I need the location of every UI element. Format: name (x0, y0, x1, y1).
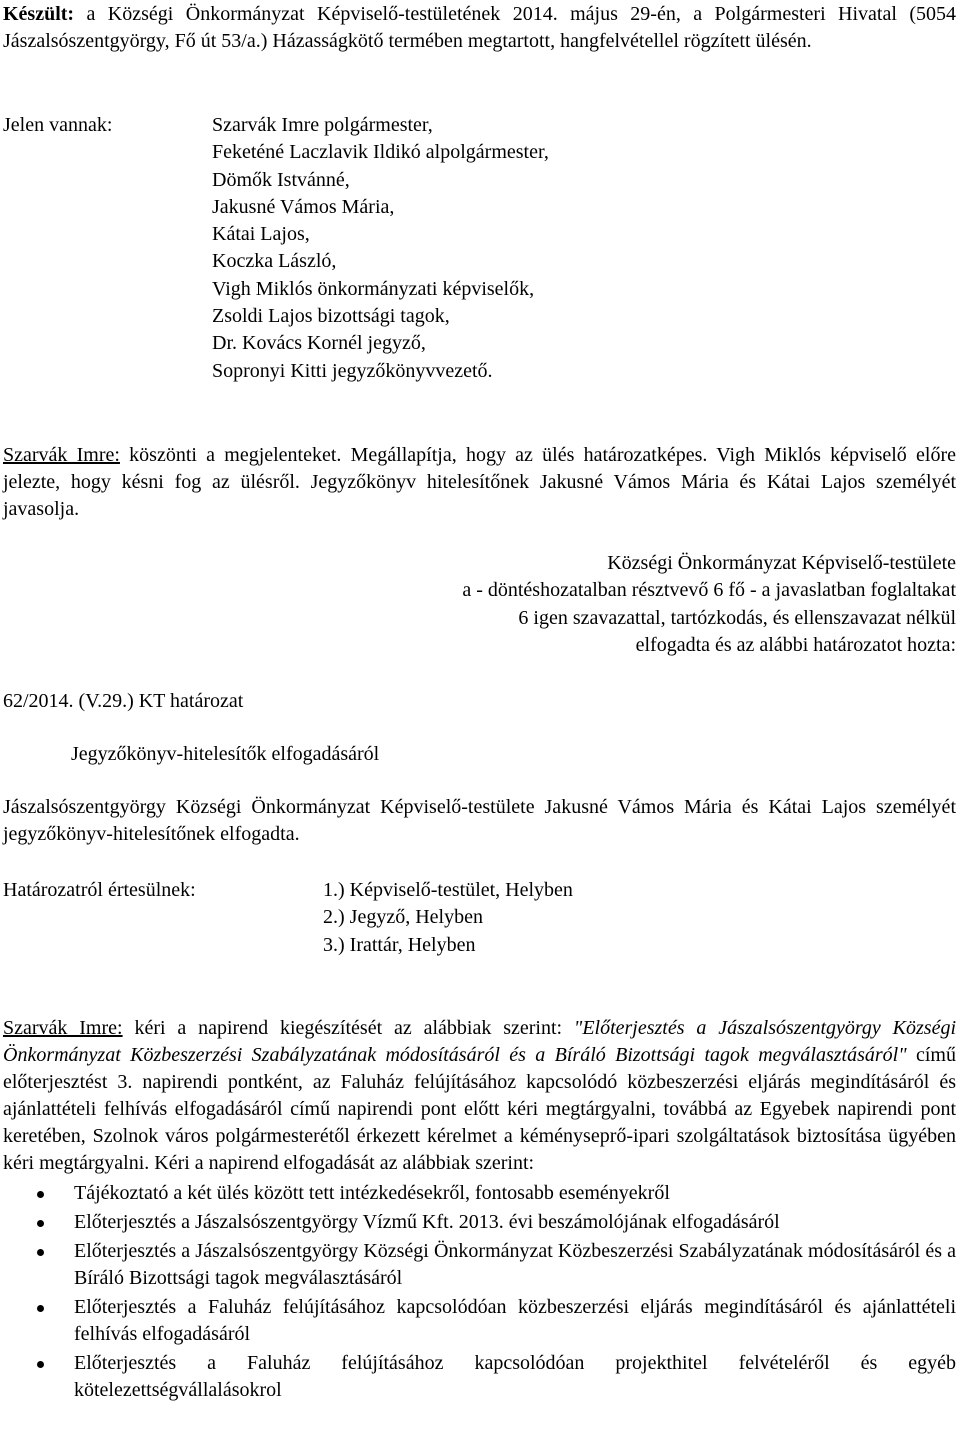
resolution-body: Jászalsószentgyörgy Községi Önkormányzat Képviselő-testülete Jakusné Vámos Mária és Kátai Lajos személyét jegyzőkönyv-hitelesítőnek elfogadta. (3, 796, 956, 845)
decision-intro (156, 550, 956, 659)
attendee-item: Zsoldi Lajos bizottsági tagok, (212, 305, 450, 328)
attendee-item: Jakusné Vámos Mária, (212, 195, 395, 218)
notify-list (323, 877, 573, 959)
notify-label: Határozatról értesülnek: (3, 879, 196, 901)
agenda-item (3, 1180, 956, 1207)
attendee-item: Sopronyi Kitti jegyzőkönyvvezető. (212, 359, 493, 382)
agenda-item (3, 1209, 956, 1236)
attendee-item: Feketéné Laczlavik Ildikó alpolgármester, (212, 141, 549, 164)
bullet-icon (37, 1191, 44, 1198)
agenda-speaker: Szarvák Imre: (3, 1017, 123, 1039)
bullet-icon (37, 1361, 44, 1368)
agenda-item (3, 1294, 956, 1348)
attendee-item: Kátai Lajos, (212, 223, 310, 246)
greeting-speaker: Szarvák Imre: (3, 444, 120, 466)
resolution-title: Jegyzőkönyv-hitelesítők elfogadásáról (71, 743, 380, 765)
attendee-item: Koczka László, (212, 250, 337, 273)
intro-label: Készült: (3, 3, 75, 25)
greeting-paragraph (3, 442, 956, 523)
agenda-item-text: Előterjesztés a Jászalsószentgyörgy Vízmű Kft. 2013. évi beszámolójának elfogadásáról (74, 1211, 780, 1233)
agenda-paragraph (3, 1015, 956, 1177)
agenda-text-after: című előterjesztést 3. napirendi pontként, az Faluház felújításához kapcsolódó közbeszerzési eljárás megindításáról és ajánlattételi felhívás elfogadásáról című napirendi pont előtt kéri megtárgyalni, továbbá az Egyebek napirendi pont keretében, Szolnok város polgármesterétől érkezett kérelmet a kéményseprő-ipari szolgáltatások biztosítása ügyében kéri megtárgyalni. Kéri a napirend elfogadását az alábbiak szerint: (3, 1044, 956, 1174)
agenda-item (3, 1350, 956, 1404)
agenda-item-text: Előterjesztés a Jászalsószentgyörgy Községi Önkormányzat Közbeszerzési Szabályzatának módosításáról és a Bíráló Bizottsági tagok megválasztásáról (74, 1240, 956, 1289)
agenda-item (3, 1238, 956, 1292)
bullet-icon (37, 1220, 44, 1227)
decision-line: a - döntéshozatalban résztvevő 6 fő - a javaslatban foglaltakat (462, 579, 956, 602)
intro-text: a Községi Önkormányzat Képviselő-testületének 2014. május 29-én, a Polgármesteri Hivatal (5054 Jászalsószentgyörgy, Fő út 53/a.) Házasságkötő termében megtartott, hangfelvétellel rögzített ülésén. (3, 3, 956, 52)
intro-paragraph (3, 1, 956, 55)
agenda-item-text: Előterjesztés a Faluház felújításához kapcsolódóan közbeszerzési eljárás megindításáról és ajánlattételi felhívás elfogadásáról (74, 1296, 956, 1345)
agenda-text-before: kéri a napirend kiegészítését az alábbiak szerint: (122, 1017, 574, 1039)
present-label: Jelen vannak: (3, 114, 113, 136)
attendee-item: Dr. Kovács Kornél jegyző, (212, 332, 426, 355)
decision-line: 6 igen szavazattal, tartózkodás, és ellenszavazat nélkül (518, 606, 956, 629)
agenda-item-text: Tájékoztató a két ülés között tett intézkedésekről, fontosabb eseményekről (74, 1182, 670, 1204)
agenda-item-text: Előterjesztés a Faluház felújításához kapcsolódóan projekthitel felvételéről és egyéb kötelezettségvállalásokrol (74, 1352, 956, 1401)
attendee-item: Vigh Miklós önkormányzati képviselők, (212, 277, 535, 300)
agenda-list (3, 1180, 956, 1406)
greeting-text: köszönti a megjelenteket. Megállapítja, hogy az ülés határozatképes. Vigh Miklós képviselő előre jelezte, hogy késni fog az ülésről. Jegyzőkönyv hitelesítőnek Jakusné Vámos Mária és Kátai Lajos személyét javasolja. (3, 444, 956, 520)
decision-line: elfogadta és az alábbi határozatot hozta: (635, 633, 956, 656)
attendee-item: Dömők Istvánné, (212, 168, 350, 191)
bullet-icon (37, 1305, 44, 1312)
attendee-list (212, 112, 952, 385)
attendee-item: Szarvák Imre polgármester, (212, 114, 433, 136)
resolution-number: 62/2014. (V.29.) KT határozat (3, 690, 244, 712)
notify-item: 3.) Irattár, Helyben (323, 933, 476, 956)
bullet-icon (37, 1249, 44, 1256)
decision-line: Községi Önkormányzat Képviselő-testülete (607, 552, 956, 574)
notify-item: 1.) Képviselő-testület, Helyben (323, 879, 573, 901)
agenda-italic-title: "Előterjesztés a Jászalsószentgyörgy Községi Önkormányzat Közbeszerzési Szabályzatának módosításáról és a Bíráló Bizottsági tagok megválasztásáról" (3, 1017, 957, 1066)
notify-item: 2.) Jegyző, Helyben (323, 906, 483, 929)
